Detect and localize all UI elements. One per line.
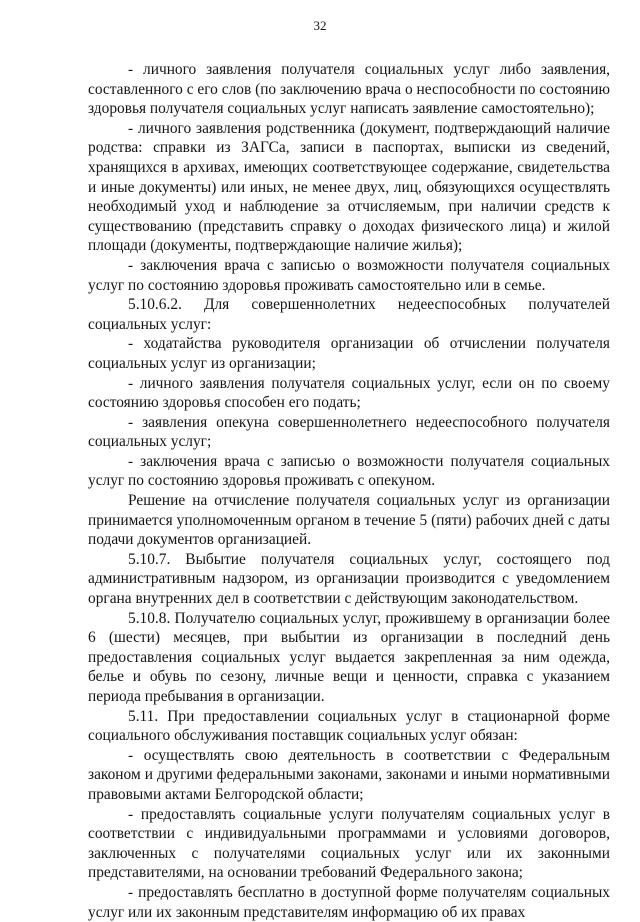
- document-body: [88, 60, 610, 922]
- paragraph: - заключения врача с записью о возможности получателя социальных услуг по состоянию здоровья проживать с опекуном.: [88, 452, 610, 490]
- paragraph: 5.11. При предоставлении социальных услуг в стационарной форме социального обслуживания поставщик социальных услуг обязан:: [88, 707, 610, 745]
- paragraph: - заключения врача с записью о возможности получателя социальных услуг по состоянию здоровья проживать самостоятельно или в семье.: [88, 256, 610, 294]
- paragraph: - предоставлять социальные услуги получателям социальных услуг в соответствии с индивидуальными программами и условиями договоров, заключенных с получателями социальных услуг или их законными представителями, на основании требований Федерального закона;: [88, 805, 610, 882]
- paragraph: 5.10.8. Получателю социальных услуг, прожившему в организации более 6 (шести) месяцев, при выбытии из организации в последний день предоставления социальных услуг выдается закрепленная за ним одежда, белье и обувь по сезону, личные вещи и ценности, справка с указанием периода пребывания в организации.: [88, 609, 610, 705]
- paragraph: 5.10.6.2. Для совершеннолетних недееспособных получателей социальных услуг:: [88, 296, 610, 333]
- page-number: 32: [313, 18, 327, 33]
- paragraph: - личного заявления получателя социальных услуг, если он по своему состоянию здоровья способен его подать;: [88, 374, 610, 412]
- paragraph: Решение на отчисление получателя социальных услуг из организации принимается уполномоченным органом в течение 5 (пяти) рабочих дней с даты подачи документов организацией.: [88, 492, 610, 549]
- paragraph: - ходатайства руководителя организации об отчислении получателя социальных услуг из организации;: [88, 335, 610, 372]
- paragraph: - заявления опекуна совершеннолетнего недееспособного получателя социальных услуг;: [88, 413, 610, 451]
- paragraph: - личного заявления получателя социальных услуг либо заявления, составленного с его слов (по заключению врача о неспособности по состоянию здоровья получателя социальных услуг написать заявление самостоятельно);: [88, 61, 610, 118]
- paragraph: - предоставлять бесплатно в доступной форме получателям социальных услуг или их законным представителям информацию об их правах: [88, 883, 610, 921]
- paragraph: - личного заявления родственника (документ, подтверждающий наличие родства: справки из ЗАГСа, записи в паспортах, выписки из сведений, хранящихся в архивах, имеющих соответствующее содержание, свидетельства и иные документы) или иных, не менее двух, лиц, обязующихся осуществлять необходимый уход и наблюдение за отчисляемым, при наличии средств к существованию (представить справку о доходах физического лица) и жилой площади (документы, подтверждающие наличие жилья);: [88, 119, 610, 255]
- paragraph: 5.10.7. Выбытие получателя социальных услуг, состоящего под административным надзором, из организации производится с уведомлением органа внутренних дел в соответствии с действующим законодательством.: [88, 550, 610, 608]
- paragraph: - осуществлять свою деятельность в соответствии с Федеральным законом и другими федеральными законами, законами и иными нормативными правовыми актами Белгородской области;: [88, 746, 610, 803]
